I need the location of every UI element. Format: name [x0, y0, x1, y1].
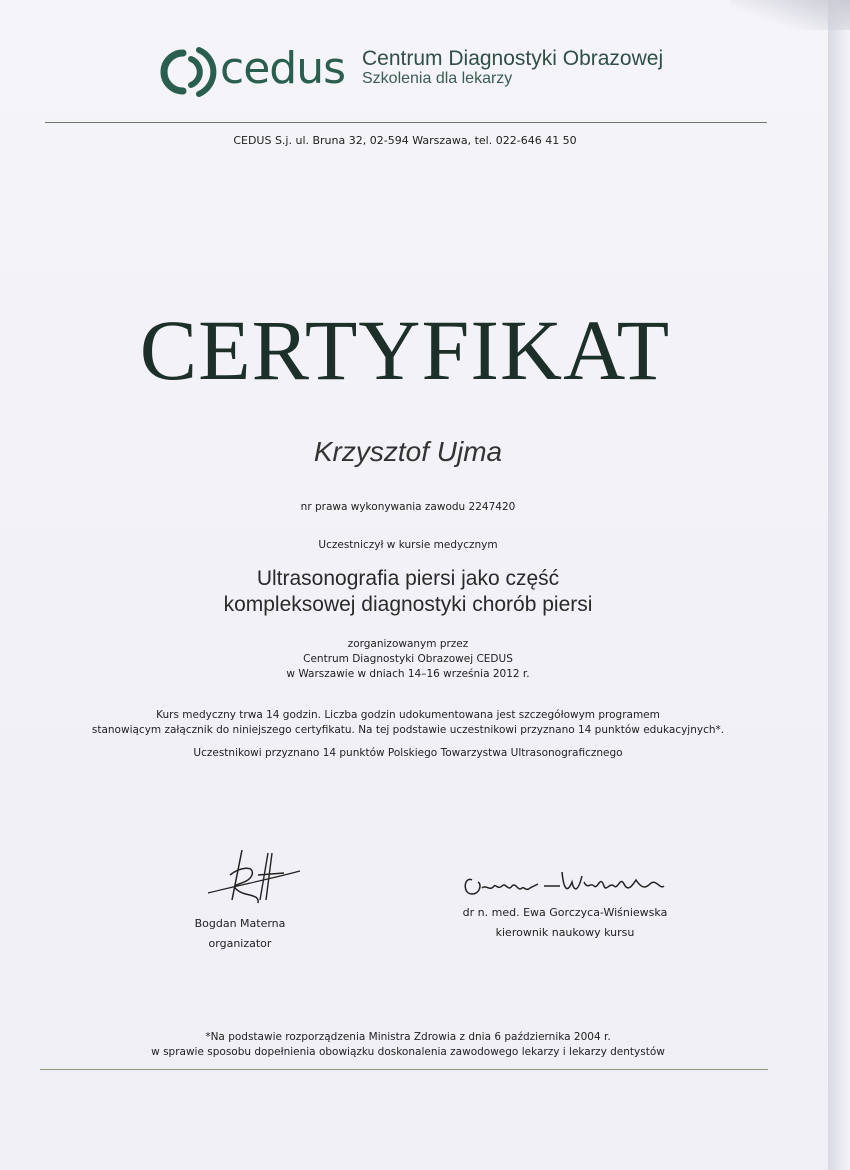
organization-subtitle: Szkolenia dla lekarzy: [362, 70, 513, 87]
footnote-line1: *Na podstawie rozporządzenia Ministra Zdrowia z dnia 6 października 2004 r.: [205, 1031, 611, 1043]
footer-divider: [40, 1069, 768, 1070]
director-role: kierownik naukowy kursu: [495, 926, 635, 939]
organizer-name: Centrum Diagnostyki Obrazowej CEDUS: [303, 653, 513, 665]
hours-line-1: Kurs medyczny trwa 14 godzin. Liczba godzin udokumentowana jest szczegółowym programem: [156, 709, 660, 721]
organizer-signature-icon: [200, 845, 310, 910]
organizer-role: organizator: [208, 937, 272, 950]
company-address: CEDUS S.j. ul. Bruna 32, 02-594 Warszawa, tel. 022-646 41 50: [233, 134, 577, 147]
director-name-caption: dr n. med. Ewa Gorczyca-Wiśniewska: [462, 906, 668, 919]
course-title-line2: kompleksowej diagnostyki chorób piersi: [223, 593, 593, 616]
ptu-points: Uczestnikowi przyznano 14 punktów Polskiego Towarzystwa Ultrasonograficznego: [193, 747, 623, 759]
certificate-title: CERTYFIKAT: [139, 302, 671, 398]
organized-by: zorganizowanym przez: [347, 638, 469, 650]
recipient-name: Krzysztof Ujma: [313, 436, 503, 467]
page-edge: [828, 0, 850, 1170]
participation-text: Uczestniczył w kursie medycznym: [318, 539, 498, 551]
header-divider: [45, 122, 767, 123]
scientific-director-signature-icon: [460, 862, 670, 907]
scan-shadow: [730, 0, 850, 30]
organization-name: Centrum Diagnostyki Obrazowej: [362, 47, 664, 70]
logo-wordmark: cedus: [220, 43, 346, 94]
course-title-line1: Ultrasonografia piersi jako część: [256, 567, 560, 590]
license-number: nr prawa wykonywania zawodu 2247420: [300, 501, 516, 513]
hours-line-2: stanowiącym załącznik do niniejszego certyfikatu. Na tej podstawie uczestnikowi przyznano 14 punktów edukacyjnych*.: [91, 724, 725, 736]
legal-footnote: [0, 1030, 816, 1060]
footnote-line2: w sprawie sposobu dopełnienia obowiązku doskonalenia zawodowego lekarzy i lekarzy dentystów: [151, 1046, 665, 1058]
course-dates: w Warszawie w dniach 14–16 września 2012 r.: [286, 668, 530, 680]
organizer-name-caption: Bogdan Materna: [194, 917, 286, 930]
